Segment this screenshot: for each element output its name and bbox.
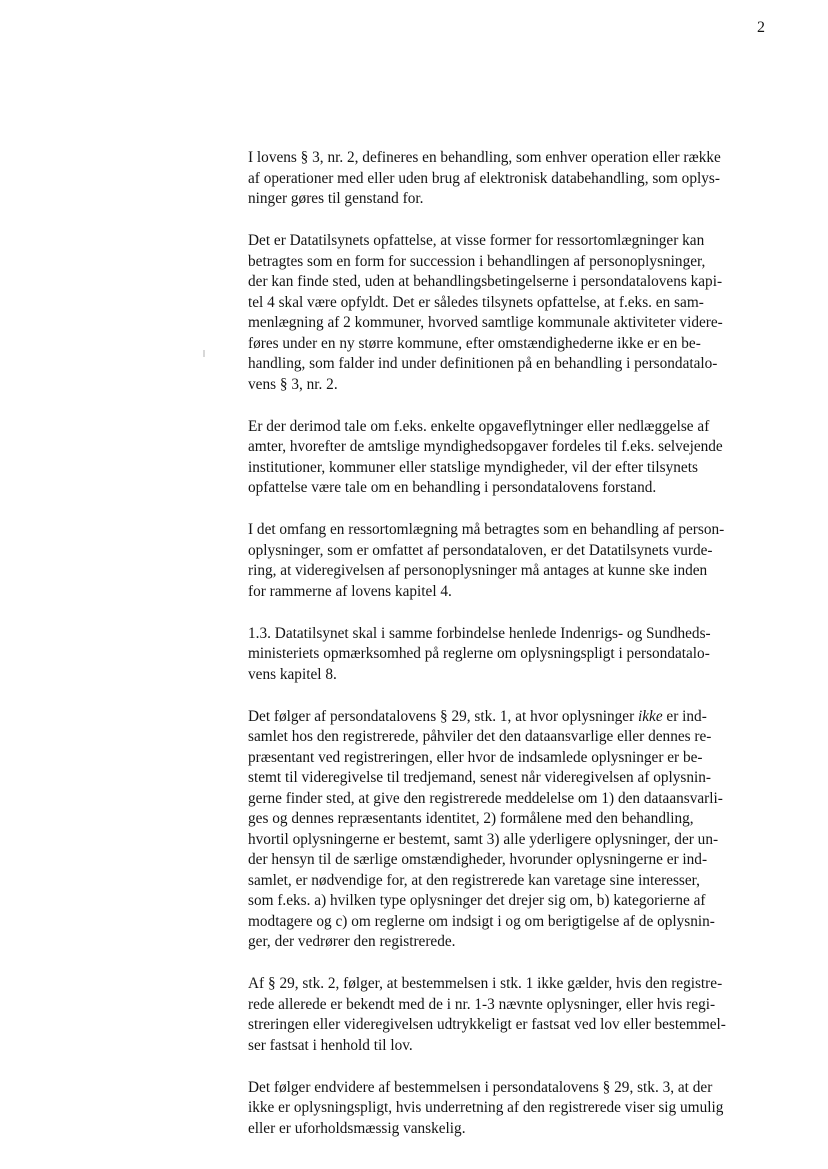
paragraph-kapitel-4: I det omfang en ressortomlægning må betragtes som en behandling af person- oplysninger, som er omfattet af persondataloven, er det Datatilsynets vurde- ring, at videregivelsen af personoplysninger må antages at kunne ske inden for rammerne af lovens kapitel 4. (248, 521, 725, 600)
paragraph-text-before-italic: Det følger af persondatalovens § 29, stk. 1, at hvor oplysninger (248, 707, 638, 725)
paragraph-ressortomlaegning: Det er Datatilsynets opfattelse, at visse former for ressortomlægninger kan betragtes som en form for succession i behandlingen af personoplysninger, der kan finde sted, uden at behandlingsbetingelserne i persondatalovens kapi- tel 4 skal være opfyldt. Det er således tilsynets opfattelse, at f.eks. en sam- menlægning af 2 kommuner, hvorved samtlige kommunale aktiviteter videre- føres under en ny større kommune, efter omstændighederne ikke er en be- handling, som falder ind under definitionen på en behandling i persondatalo- vens § 3, nr. 2. (248, 232, 723, 393)
page-number: 2 (757, 19, 765, 36)
scan-artifact (203, 350, 205, 357)
paragraph-paragraf-29-stk-2: Af § 29, stk. 2, følger, at bestemmelsen i stk. 1 ikke gælder, hvis den registre- rede allerede er bekendt med de i nr. 1-3 nævnte oplysninger, eller hvis regi- streringen eller videregivelsen udtrykkeligt er fastsat ved lov eller bestemmel- ser fastsat i henhold til lov. (248, 975, 726, 1054)
paragraph-paragraf-29-stk-1 (248, 707, 768, 953)
paragraph-paragraf-29-stk-3: Det følger endvidere af bestemmelsen i persondatalovens § 29, stk. 3, at der ikke er oplysningspligt, hvis underretning af den registrerede viser sig umulig eller er uforholdsmæssig vanskelig. (248, 1078, 724, 1137)
paragraph-text-after-italic: er ind- samlet hos den registrerede, påhviler det den dataansvarlige eller dennes re- præsentant ved registreringen, eller hvor de indsamlede oplysninger er be- stemt til videregivelse til tredjemand, senest når videregivelsen af oplysnin- gerne finder sted, at give den registrerede meddelelse om 1) den dataansvarli- ges og dennes repræsentants identitet, 2) formålene med den behandling, hvortil oplysningerne er bestemt, samt 3) alle yderligere oplysninger, der un- der hensyn til de særlige omstændigheder, hvorunder oplysningerne er ind- samlet, er nødvendige for, at den registrerede kan varetage sine interesser, som f.eks. a) hvilken type oplysninger det drejer sig om, b) kategorierne af modtagere og c) om reglerne om indsigt i og om berigtigelse af de oplysnin- ger, der vedrører den registrerede. (248, 707, 723, 950)
italic-emphasis: ikke (637, 707, 663, 725)
paragraph-definition: I lovens § 3, nr. 2, defineres en behandling, som enhver operation eller række af operationer med eller uden brug af elektronisk databehandling, som oplys- ninger gøres til genstand for. (248, 149, 721, 207)
paragraph-section-1-3: 1.3. Datatilsynet skal i samme forbindelse henlede Indenrigs- og Sundheds- ministeriets opmærksomhed på reglerne om oplysningspligt i persondatalo- vens kapitel 8. (248, 624, 711, 683)
document-body (248, 148, 768, 1161)
paragraph-opgaveflytninger: Er der derimod tale om f.eks. enkelte opgaveflytninger eller nedlæggelse af amter, hvorefter de amtslige myndighedsopgaver fordeles til f.eks. selvejende institutioner, kommuner eller statslige myndigheder, vil der efter tilsynets opfattelse være tale om en behandling i persondatalovens forstand. (248, 417, 723, 496)
